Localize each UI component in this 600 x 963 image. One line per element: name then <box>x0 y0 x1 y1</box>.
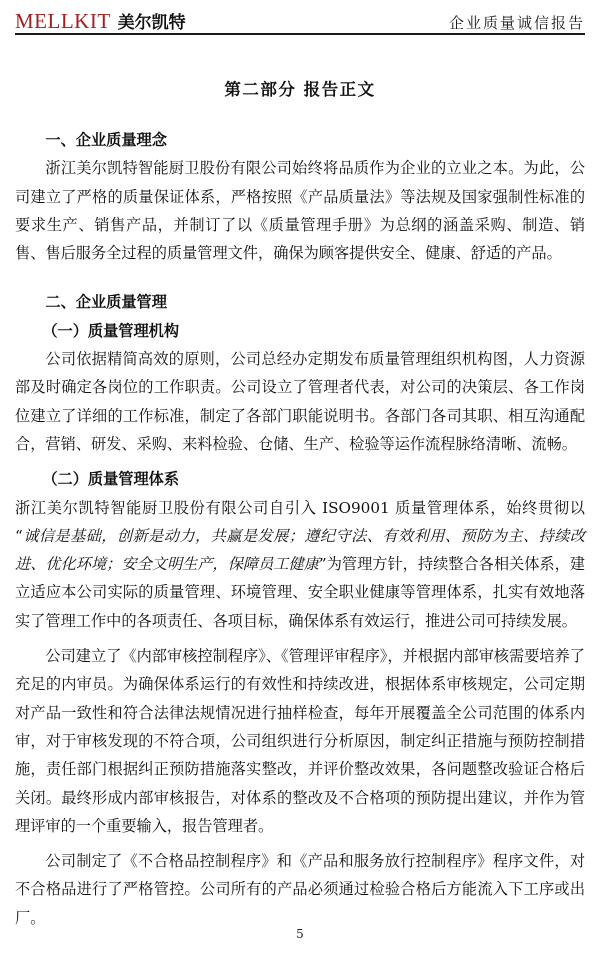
header-divider-line <box>15 33 585 35</box>
section-heading: （一）质量管理机构 <box>42 321 180 340</box>
paragraph <box>15 494 585 635</box>
paragraph-text: 浙江美尔凯特智能厨卫股份有限公司自引入 ISO9001 质量管理体系，始终贯彻以“ <box>15 498 585 545</box>
section-title: 第二部分 报告正文 <box>224 80 376 99</box>
paragraph: 浙江美尔凯特智能厨卫股份有限公司始终将品质作为企业的立业之本。为此，公司建立了严格的质量保证体系，严格按照《产品质量法》等法规及国家强制性标准的要求生产、销售产品，并制订了以《质量管理手册》为总纲的涵盖采购、制造、销售、售后服务全过程的质量管理文件，确保为顾客提供安全、健康、舒适的产品。 <box>15 159 585 263</box>
page-header <box>15 8 585 34</box>
paragraph: 公司制定了《不合格品控制程序》和《产品和服务放行控制程序》程序文件，对不合格品进行了严格管控。公司所有的产品必须通过检验合格后方能流入下工序或出厂。 <box>15 852 585 927</box>
page-number: 5 <box>296 927 304 941</box>
company-logo <box>15 8 186 34</box>
logo-chinese-name: 美尔凯特 <box>117 13 186 33</box>
document-content <box>15 68 585 932</box>
section-heading: 一、企业质量理念 <box>45 131 167 149</box>
header-report-label: 企业质量诚信报告 <box>448 14 585 32</box>
paragraph: 公司依据精简高效的原则，公司总经办定期发布质量管理组织机构图，人力资源部及时确定各岗位的工作职责。公司设立了管理者代表，对公司的决策层、各工作岗位建立了详细的工作标准，制定了各部门职能说明书。各部门各司其职、相互沟通配合，营销、研发、采购、来料检验、仓储、生产、检验等运作流程脉络清晰、流畅。 <box>15 350 585 453</box>
paragraph: 公司建立了《内部审核控制程序》、《管理评审程序》，并根据内部审核需要培养了充足的内审员。为确保体系运行的有效性和持续改进，根据体系审核规定，公司定期对产品一致性和符合法律法规情况进行抽样检查，每年开展覆盖全公司范围的体系内审，对于审核发现的不符合项，公司组织进行分析原因，制定纠正措施与预防控制措施，责任部门根据纠正预防措施落实整改，并评价整改效果，各问题整改验证合格后关闭。最终形成内部审核报告，对体系的整改及不合格项的预防提出建议，并作为管理评审的一个重要输入，报告管理者。 <box>15 647 585 835</box>
section-heading: （二）质量管理体系 <box>42 470 180 489</box>
section-heading: 二、企业质量管理 <box>45 293 167 312</box>
logo-wordmark: MELLKIT <box>15 9 111 33</box>
policy-motto-text: 诚信是基础，创新是动力，共赢是发展；遵纪守法、有效利用、预防为主、持续改进、优化环境；安全文明生产，保障员工健康 <box>15 526 585 574</box>
paragraph-text: ”为管理方针，持续整合各相关体系，建立适应本公司实际的质量管理、环境管理、安全职业健康等管理体系，扎实有效地落实了管理工作中的各项责任、各项目标，确保体系有效运行，推进公司可持续发展。 <box>15 555 586 630</box>
document-body <box>15 126 585 932</box>
